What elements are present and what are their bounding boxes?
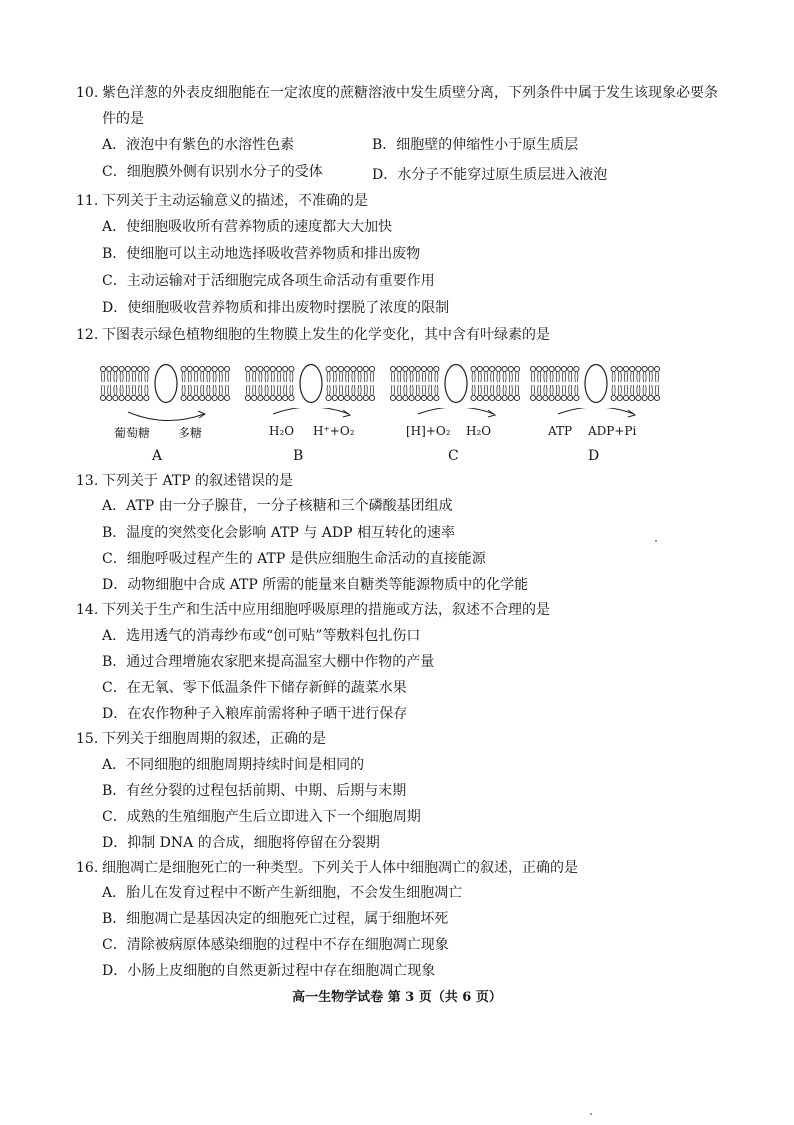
membrane-drawing [243, 362, 379, 412]
question-14-option-b: B．通过合理增施农家肥来提高温室大棚中作物的产量 [102, 654, 435, 670]
question-10-stem: 10. 紫色洋葱的外表皮细胞能在一定浓度的蔗糖溶液中发生质壁分离，下列条件中属于发生该现象必要条 [76, 85, 718, 101]
question-13-option-b: B．温度的突然变化会影响 ATP 与 ADP 相互转化的速率 [102, 525, 455, 541]
question-14-option-d: D．在农作物种子入粮库前需将种子晒干进行保存 [102, 706, 408, 722]
question-11-option-b: B．使细胞可以主动地选择吸收营养物质和排出废物 [102, 246, 421, 262]
question-10-option-b: B．细胞壁的伸缩性小于原生质层 [372, 137, 579, 153]
membrane-drawing [388, 362, 524, 412]
question-10-stem-line2: 件的是 [102, 111, 144, 127]
reactant-label: [H]+O₂ [406, 424, 451, 438]
reactant-label: 葡萄糖 [114, 426, 151, 440]
diagram-letter: D [588, 448, 600, 464]
question-stem-text: 紫色洋葱的外表皮细胞能在一定浓度的蔗糖溶液中发生质壁分离，下列条件中属于发生该现象必要条 [102, 85, 718, 101]
question-10-option-d: D．水分子不能穿过原生质层进入液泡 [372, 167, 608, 183]
product-label: H₂O [466, 424, 492, 438]
product-label: H⁺+O₂ [313, 424, 355, 438]
question-10-option-a: A．液泡中有紫色的水溶性色素 [102, 137, 295, 153]
question-11-stem: 11. 下列关于主动运输意义的描述，不准确的是 [76, 193, 368, 209]
reactant-label: H₂O [269, 424, 295, 438]
question-16-stem: 16. 细胞凋亡是细胞死亡的一种类型。下列关于人体中细胞凋亡的叙述，正确的是 [76, 860, 578, 876]
product-label: 多糖 [178, 426, 203, 440]
membrane-diagram-b [243, 362, 379, 462]
question-13-option-a: A．ATP 由一分子腺苷，一分子核糖和三个磷酸基团组成 [102, 498, 453, 514]
question-13-option-c: C．细胞呼吸过程产生的 ATP 是供应细胞生命活动的直接能源 [102, 551, 486, 567]
scan-speck [590, 1113, 592, 1115]
question-11-option-a: A．使细胞吸收所有营养物质的速度都大大加快 [102, 219, 393, 235]
diagram-letter: C [448, 448, 459, 464]
question-13-option-d: D．动物细胞中合成 ATP 所需的能量来自糖类等能源物质中的化学能 [102, 577, 529, 593]
question-16-option-c: C．清除被病原体感染细胞的过程中不存在细胞凋亡现象 [102, 937, 449, 953]
membrane-diagram-d [528, 362, 664, 462]
question-16-option-d: D．小肠上皮细胞的自然更新过程中存在细胞凋亡现象 [102, 963, 436, 979]
membrane-diagram-a [98, 362, 234, 462]
question-15-option-b: B．有丝分裂的过程包括前期、中期、后期与末期 [102, 783, 407, 799]
question-14-option-a: A．选用透气的消毒纱布或“创可贴”等敷料包扎伤口 [102, 628, 421, 644]
question-12-stem: 12. 下图表示绿色植物细胞的生物膜上发生的化学变化，其中含有叶绿素的是 [76, 327, 550, 343]
question-16-option-a: A．胎儿在发育过程中不断产生新细胞，不会发生细胞凋亡 [102, 885, 463, 901]
scan-speck [655, 540, 657, 542]
question-15-option-a: A．不同细胞的细胞周期持续时间是相同的 [102, 757, 365, 773]
question-15-option-c: C．成熟的生殖细胞产生后立即进入下一个细胞周期 [102, 809, 421, 825]
question-11-option-c: C．主动运输对于活细胞完成各项生命活动有重要作用 [102, 273, 435, 289]
diagram-letter: B [293, 448, 304, 464]
question-14-stem: 14. 下列关于生产和生活中应用细胞呼吸原理的措施或方法，叙述不合理的是 [76, 602, 550, 618]
question-11-option-d: D．使细胞吸收营养物质和排出废物时摆脱了浓度的限制 [102, 300, 450, 316]
diagram-letter: A [152, 448, 163, 464]
membrane-drawing [528, 362, 664, 412]
reaction-arrow [243, 408, 379, 430]
page-footer: 高一生物学试卷 第 3 页（共 6 页） [292, 990, 502, 1005]
question-14-option-c: C．在无氧、零下低温条件下储存新鲜的蔬菜水果 [102, 680, 407, 696]
product-label: ADP+Pi [588, 424, 637, 438]
question-13-stem: 13. 下列关于 ATP 的叙述错误的是 [76, 473, 294, 489]
question-16-option-b: B．细胞凋亡是基因决定的细胞死亡过程，属于细胞坏死 [102, 911, 449, 927]
question-15-stem: 15. 下列关于细胞周期的叙述，正确的是 [76, 731, 326, 747]
reactant-label: ATP [548, 424, 573, 438]
membrane-drawing [98, 362, 234, 412]
question-15-option-d: D．抑制 DNA 的合成，细胞将停留在分裂期 [102, 835, 380, 851]
question-10-option-c: C．细胞膜外侧有识别水分子的受体 [102, 164, 323, 180]
membrane-diagram-c [388, 362, 524, 462]
